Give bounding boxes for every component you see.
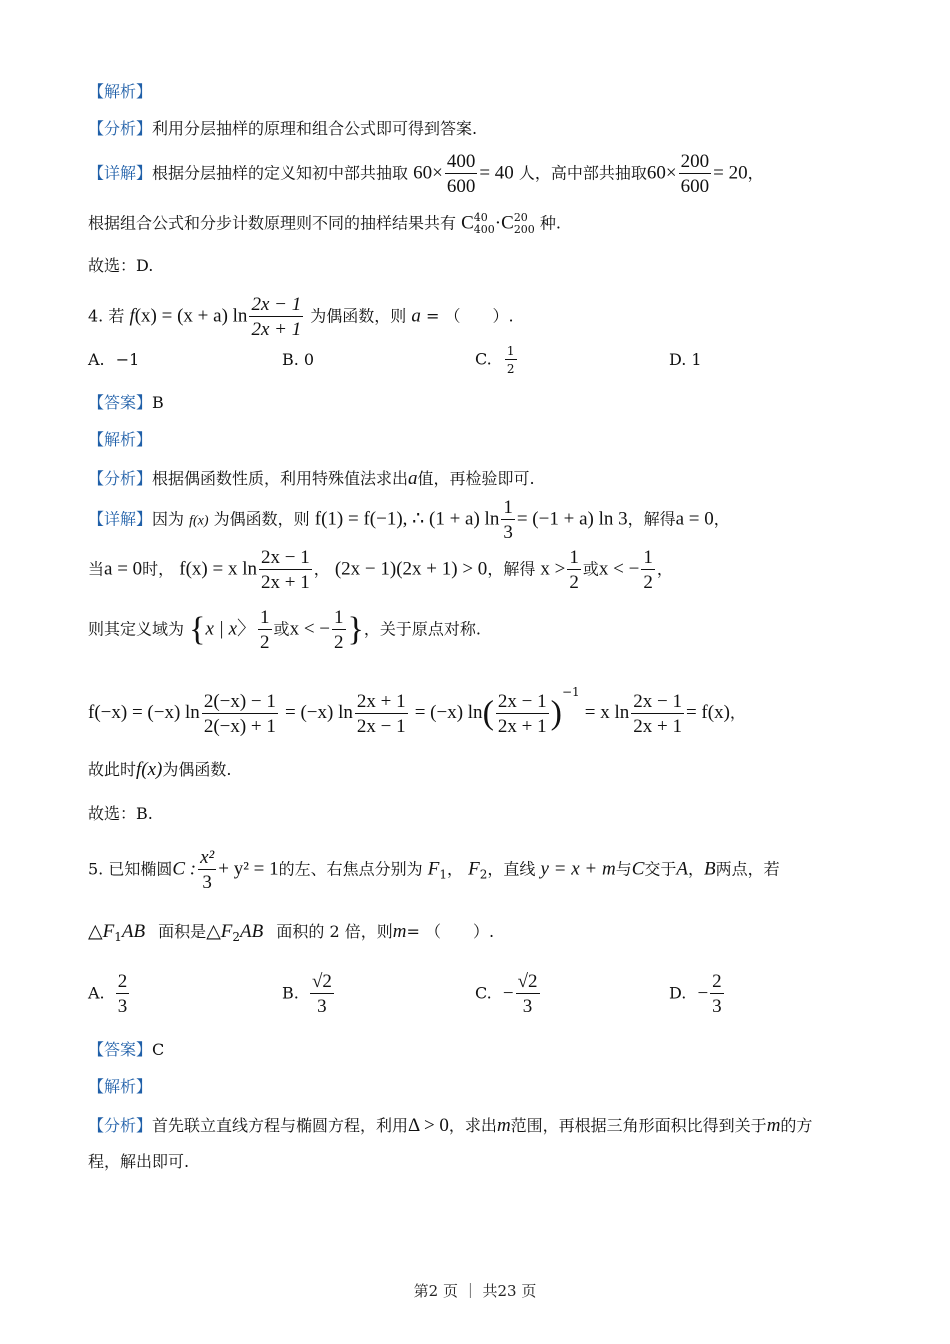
q5-stem: [88, 848, 780, 892]
text: ，: [313, 559, 330, 579]
denominator: 2x + 1: [497, 715, 547, 737]
math: = (−1 + a) ln 3: [516, 508, 628, 530]
q5-stem-line-2: [88, 922, 494, 943]
numerator: √2: [517, 971, 538, 992]
text: ，关于原点对称.: [363, 619, 481, 639]
option-label: C.: [475, 983, 492, 1003]
denominator: 2: [506, 362, 515, 376]
math: f: [129, 305, 135, 327]
denominator: 2: [569, 572, 579, 593]
text: 为偶函数.: [162, 760, 232, 779]
text: 面积的 2 倍，则: [276, 922, 393, 941]
q4-stem-text: 为偶函数，则: [310, 306, 407, 326]
fraction: [355, 692, 408, 736]
denominator: 3: [202, 872, 212, 893]
subscript: 1: [114, 930, 122, 944]
numerator: √2: [311, 971, 332, 992]
math: 60×: [646, 162, 677, 184]
math: C: [501, 212, 514, 234]
numerator: 1: [260, 607, 270, 628]
q4-conclusion-line: [88, 760, 231, 779]
text: ，直线: [487, 859, 536, 879]
math: F: [468, 858, 480, 880]
math: = x ln: [584, 702, 630, 723]
exponent: −1: [561, 685, 580, 699]
math: (x) = (x + a) ln: [134, 305, 248, 327]
denominator: 2x + 1: [251, 319, 302, 340]
s3-detail-text: ，: [747, 163, 764, 183]
fraction: [202, 692, 278, 736]
minus-sign: −: [697, 982, 709, 1004]
math: x < −: [598, 558, 640, 580]
analysis-tag: 【解析】: [88, 82, 153, 101]
right-paren: ): [550, 694, 562, 732]
denominator: 2: [643, 572, 653, 593]
denominator: 2x − 1: [356, 715, 406, 737]
numerator: 2x − 1: [633, 690, 682, 712]
numerator: 2(−x) − 1: [203, 690, 276, 712]
q5-option-c[interactable]: [475, 972, 542, 1016]
math: = 40: [479, 162, 514, 184]
detail-tag: 【详解】: [88, 509, 153, 529]
subscript: 1: [439, 867, 447, 882]
answer-tag: 【答案】: [88, 393, 153, 412]
q4-derivation-line: [88, 686, 746, 736]
math: = (−x) ln: [285, 702, 353, 723]
denominator: 2: [260, 632, 270, 653]
q5-option-a[interactable]: [88, 972, 131, 1016]
answer-tag: 【答案】: [88, 1040, 153, 1059]
text: ，解得: [487, 559, 536, 579]
math: a = 0: [104, 558, 143, 580]
q4-option-b[interactable]: B. 0: [282, 350, 315, 369]
numerator: 1: [643, 547, 653, 568]
fraction: [641, 548, 655, 592]
sup: 40: [473, 211, 488, 224]
text: ，: [656, 559, 673, 579]
math: AB: [121, 921, 146, 942]
q4-stem-text: = （ ）.: [426, 306, 514, 326]
fenxi-tag: 【分析】: [88, 469, 153, 488]
q4-stem-text: 4. 若: [88, 306, 125, 326]
denominator: 3: [503, 522, 513, 543]
math: f(x): [136, 759, 163, 780]
math: (2x − 1)(2x + 1) > 0: [334, 558, 488, 580]
text: 则其定义域为: [88, 619, 185, 639]
s3-line2-text: 根据组合公式和分步计数原理则不同的抽样结果共有: [88, 213, 457, 233]
text: 两点，若: [715, 859, 780, 879]
math: = 20: [713, 162, 748, 184]
math: a: [411, 305, 421, 327]
fraction: [259, 548, 312, 592]
q4-fenxi-line: [88, 469, 535, 488]
s3-choose: 故选：D.: [88, 256, 154, 275]
q4-option-a[interactable]: [88, 352, 139, 368]
sub: 200: [513, 223, 535, 237]
math: AB: [240, 921, 264, 942]
fraction: [496, 692, 549, 736]
math: a = 0: [675, 508, 714, 530]
fraction: [445, 152, 478, 196]
text: 时，: [142, 559, 175, 579]
math: x | x: [205, 618, 238, 640]
s3-detail-line: [88, 152, 764, 196]
math: = (−x) ln: [414, 702, 483, 723]
fraction: [516, 972, 540, 1016]
math: C: [461, 212, 474, 234]
s3-detail-text: 人，高中部共抽取: [518, 163, 647, 183]
fraction: [249, 295, 303, 339]
option-label: A.: [88, 350, 105, 369]
denominator: 3: [712, 996, 722, 1017]
denominator: 600: [680, 176, 710, 197]
text: 首先联立直线方程与椭圆方程，利用: [152, 1116, 409, 1135]
fraction: [679, 152, 712, 196]
math: △F: [88, 921, 115, 942]
math: f(−x) = (−x) ln: [88, 702, 200, 723]
q5-answer: C: [152, 1040, 165, 1059]
q4-detail-text: 因为: [152, 509, 185, 529]
left-paren: (: [482, 694, 494, 732]
text: 5. 已知椭圆: [88, 859, 173, 879]
math: 〉: [237, 618, 257, 640]
q4-detail-text: 为偶函数，则: [213, 509, 310, 529]
combination-indices: [474, 212, 495, 236]
numerator: 2x − 1: [497, 690, 547, 712]
fenxi-tag: 【分析】: [88, 119, 153, 138]
numerator: 2x + 1: [356, 690, 406, 712]
q4-answer-line: [88, 395, 164, 411]
option-label: B.: [282, 983, 299, 1003]
q5-fenxi-line-2: 程，解出即可.: [88, 1152, 190, 1171]
sub: 400: [473, 223, 495, 237]
q5-fenxi-line: [88, 1116, 812, 1135]
subscript: 2: [479, 867, 488, 882]
analysis-tag: 【解析】: [88, 1077, 153, 1096]
denominator: 3: [317, 996, 327, 1017]
q5-answer-line: [88, 1042, 164, 1058]
denominator: 600: [446, 176, 476, 197]
fraction: [310, 972, 334, 1016]
math: Δ > 0: [408, 1115, 449, 1136]
numerator: 2x − 1: [251, 294, 302, 315]
q4-detail-text: ，: [713, 509, 730, 529]
math: C :: [172, 858, 197, 880]
left-brace: {: [189, 611, 206, 648]
fraction: [198, 848, 216, 892]
page-footer: 第2 页 ｜ 共23 页: [413, 1282, 537, 1300]
option-label: C.: [475, 349, 492, 369]
denominator: 3: [522, 996, 533, 1017]
numerator: 400: [446, 151, 476, 172]
text: 的左、右焦点分别为: [278, 859, 423, 879]
fraction: [567, 548, 581, 592]
text: 面积是: [158, 922, 207, 941]
text: ，: [688, 859, 705, 879]
math: y = x + m: [540, 858, 616, 880]
fraction: [710, 972, 724, 1016]
math: ·: [494, 212, 502, 234]
denominator: 2x + 1: [633, 715, 682, 737]
denominator: 2x + 1: [261, 572, 310, 593]
fraction: [116, 972, 130, 1016]
text: 与: [615, 859, 632, 879]
fenxi-tag: 【分析】: [88, 1116, 153, 1135]
q4-stem: [88, 295, 514, 339]
math: a: [408, 468, 418, 489]
fraction: [501, 498, 515, 542]
q5-option-d[interactable]: [669, 972, 726, 1016]
q4-answer: B: [152, 393, 164, 412]
numerator: x²: [200, 847, 215, 868]
math: x >: [540, 558, 566, 580]
fraction: [332, 608, 346, 652]
detail-tag: 【详解】: [88, 163, 153, 183]
q4-fenxi-text: 值，再检验即可.: [417, 469, 535, 488]
right-brace: }: [347, 611, 364, 648]
numerator: 1: [506, 344, 515, 358]
s3-line2-text: 种.: [539, 213, 561, 233]
numerator: 2: [117, 971, 128, 992]
s3-analysis-line: [88, 121, 477, 137]
s3-combination-line: [88, 212, 561, 236]
minus-sign: −: [502, 982, 514, 1004]
math: x < −: [289, 618, 330, 640]
math: f(1) = f(−1), ∴ (1 + a) ln: [314, 508, 500, 530]
fraction: [258, 608, 272, 652]
math: m: [496, 1115, 511, 1136]
numerator: 1: [569, 547, 579, 568]
numerator: 2: [712, 971, 722, 992]
q4-choose: 故选：B.: [88, 804, 153, 823]
numerator: 1: [503, 497, 513, 518]
text: ，: [447, 859, 464, 879]
denominator: 3: [117, 996, 128, 1017]
math: F: [427, 858, 440, 880]
analysis-tag: 【解析】: [88, 430, 153, 449]
text: 的方: [780, 1116, 813, 1135]
s3-detail-text: 根据分层抽样的定义知初中部共抽取: [152, 163, 409, 183]
text: ，: [729, 703, 746, 722]
s3-fenxi-text: 利用分层抽样的原理和组合公式即可得到答案.: [152, 119, 478, 138]
denominator: 2: [334, 632, 344, 653]
text: 或: [273, 619, 290, 639]
text: 范围，再根据三角形面积比得到关于: [510, 1116, 767, 1135]
q4-detail-line: [88, 498, 730, 542]
sup: 20: [513, 211, 528, 224]
text: ，求出: [448, 1116, 497, 1135]
option-value: −1: [115, 350, 140, 369]
text: 交于: [644, 859, 677, 879]
fraction: [505, 345, 517, 375]
text: 故此时: [88, 760, 137, 779]
denominator: 2(−x) + 1: [203, 715, 276, 737]
combination-indices: [514, 212, 535, 236]
q4-option-c[interactable]: [475, 345, 519, 375]
numerator: 1: [334, 607, 344, 628]
q4-domain-line: [88, 608, 481, 652]
math: = f(x): [685, 702, 730, 723]
math: f(x) = x ln: [179, 558, 258, 580]
q5-option-b[interactable]: [282, 972, 336, 1016]
option-label: A.: [88, 983, 105, 1003]
q4-detail-line-2: [88, 548, 673, 592]
numerator: 2x − 1: [261, 547, 310, 568]
text: = （ ）.: [406, 922, 495, 941]
subscript: 2: [232, 930, 241, 944]
numerator: 200: [680, 151, 710, 172]
option-label: D.: [669, 983, 687, 1003]
fraction: [631, 692, 684, 736]
text: 当: [88, 559, 105, 579]
math: B: [704, 858, 716, 880]
math: 60×: [413, 162, 443, 184]
math: △F: [206, 921, 233, 942]
q4-fenxi-text: 根据偶函数性质，利用特殊值法求出: [152, 469, 409, 488]
q4-option-d[interactable]: D. 1: [669, 350, 702, 369]
math: C: [631, 858, 645, 880]
math: + y² = 1: [218, 858, 279, 880]
math: m: [766, 1115, 781, 1136]
math: f(x): [189, 513, 209, 529]
math: m: [392, 921, 407, 942]
q4-detail-text: ，解得: [627, 509, 676, 529]
text: 或: [582, 559, 599, 579]
math: A: [676, 858, 689, 880]
